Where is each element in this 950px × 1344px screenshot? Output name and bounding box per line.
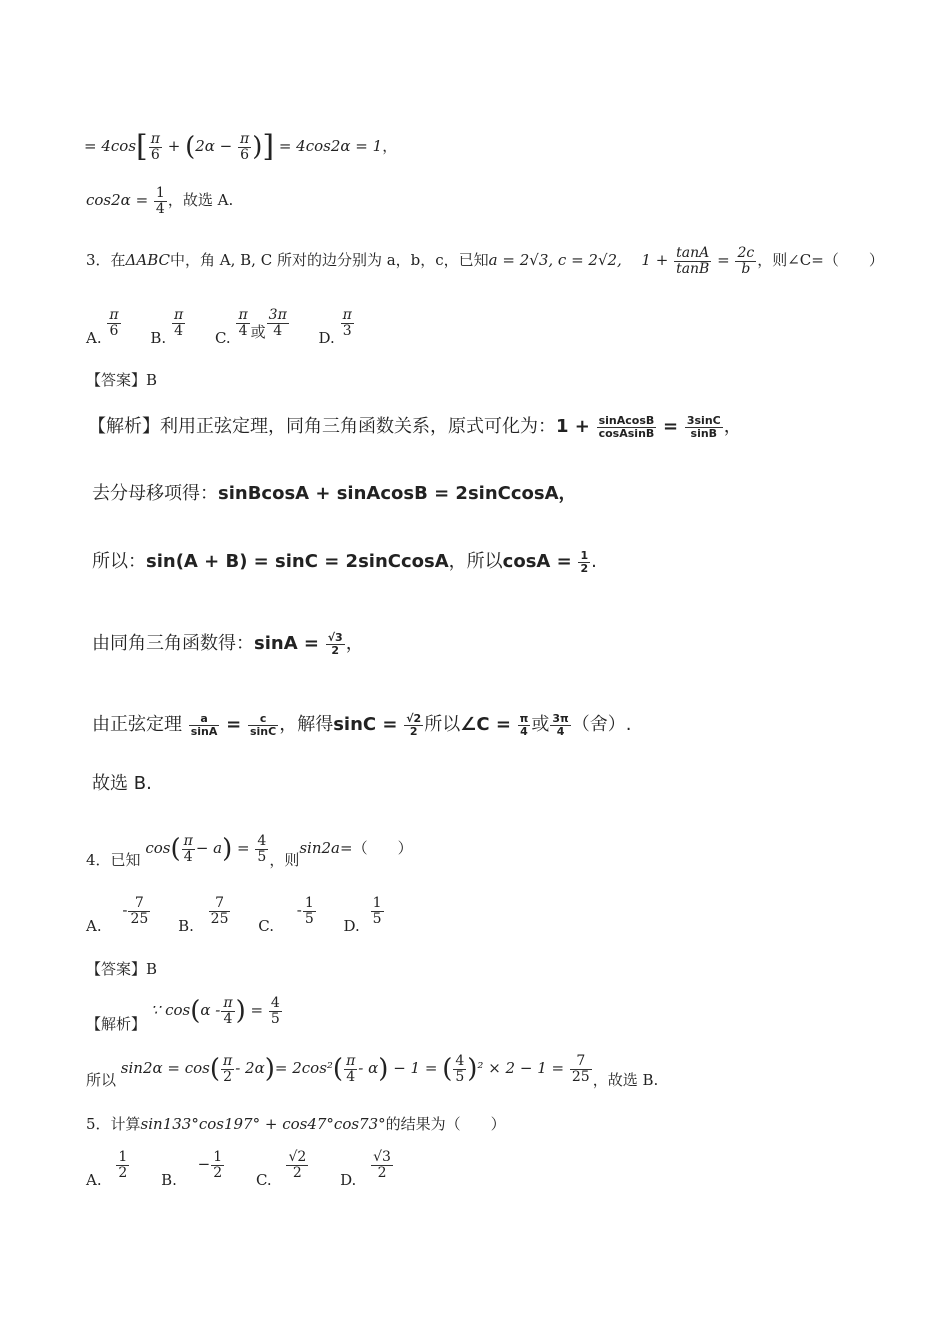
q4-options [86,896,385,936]
q3-solution-2: 去分母移项得：sinBcosA + sinAcosB = 2sinCcosA， [92,483,577,504]
q5-stem: 5．计算sin133°cos197° + cos47°cos73°的结果为（ ） [86,1115,506,1133]
q4-stem: 4．已知 cos( $\frac{\pi}{4}$ − a) = $\frac{4}{5}$ ，则sin2a=（ ） [86,833,413,870]
q3-solution-6: 故选 B. [92,773,152,794]
q3-solution-3: 所以：sin(A + B) = sinC = 2sinCcosA，所以cosA = $\frac{1}{2}$ . [92,548,597,575]
q3-solution-5: 由正弦定理 $\frac{a}{\sin A}$ = $\frac{c}{\sin C}$ ，解得sinC = $\frac{√2}{2}$ 所以∠C = $\frac{\pi}{4}$ 或 $\frac{3\pi}{4}$ （舍）. [92,711,632,738]
q3-option-d[interactable]: D. $\frac{\pi}{3}$ [318,307,352,348]
top-line-2: cos2α = $\frac{1}{4}$ ，故选 A. [86,185,234,217]
q4-solution-1: 【解析】 ∵ cos(α - $\frac{\pi}{4}$ ) = $\frac{4}{5}$ [86,995,280,1034]
q3-answer: 【答案】B [86,371,158,389]
q4-option-c[interactable]: C. - $\frac{1}{5}$ [258,895,314,936]
q3-stem: 3．在ΔABC中，角 A, B, C 所对的边分别为 a，b，c，已知a = 2√3, c = 2√2, 1 + $\frac{\tan A}{\tan B}$ = $\frac{2c}{b}$ ，则∠C=（ ） [86,245,884,277]
q4-option-b[interactable]: B. $\frac{7}{25}$ [178,895,229,936]
q4-solution-2: 所以 sin2α = cos( $\frac{\pi}{2}$ - 2α)= 2cos²( $\frac{\pi}{4}$ - α) − 1 = ( $\frac{4}{5}$ )² × 2 − 1 = $\frac{7}{25}$ ，故选 B. [86,1053,659,1090]
q5-option-d[interactable]: D. $\frac{√3}{2}$ [340,1149,391,1190]
q3-options [86,308,355,348]
q4-option-a[interactable]: A. - $\frac{7}{25}$ [86,895,149,936]
q3-solution-1: 【解析】利用正弦定理，同角三角函数关系，原式可化为：1 + $\frac{\text{sinAcosB}}{\text{cosAsinB}}$ = $\frac{3\sin C}{\sin B}$ ， [88,413,742,440]
top-line-1: = 4cos[ $\frac{\pi}{6}$ + (2α − $\frac{\pi}{6}$ )] = 4cos2α = 1， [84,129,398,165]
q4-answer: 【答案】B [86,960,158,978]
q3-option-a[interactable]: A. $\frac{\pi}{6}$ [86,307,119,348]
q5-option-b[interactable]: B. − $\frac{1}{2}$ [161,1149,223,1190]
q4-option-d[interactable]: D. $\frac{1}{5}$ [343,895,382,936]
q5-option-c[interactable]: C. $\frac{√2}{2}$ [255,1149,307,1190]
q5-option-a[interactable]: A. $\frac{1}{2}$ [86,1149,128,1190]
q3-option-b[interactable]: B. $\frac{\pi}{4}$ [150,307,184,348]
q5-options [86,1150,394,1190]
q3-option-c[interactable]: C. $\frac{\pi}{4}$ 或 $\frac{3\pi}{4}$ [214,307,287,348]
q3-solution-4: 由同角三角函数得：sinA = $\frac{√3}{2}$ ， [92,630,364,657]
